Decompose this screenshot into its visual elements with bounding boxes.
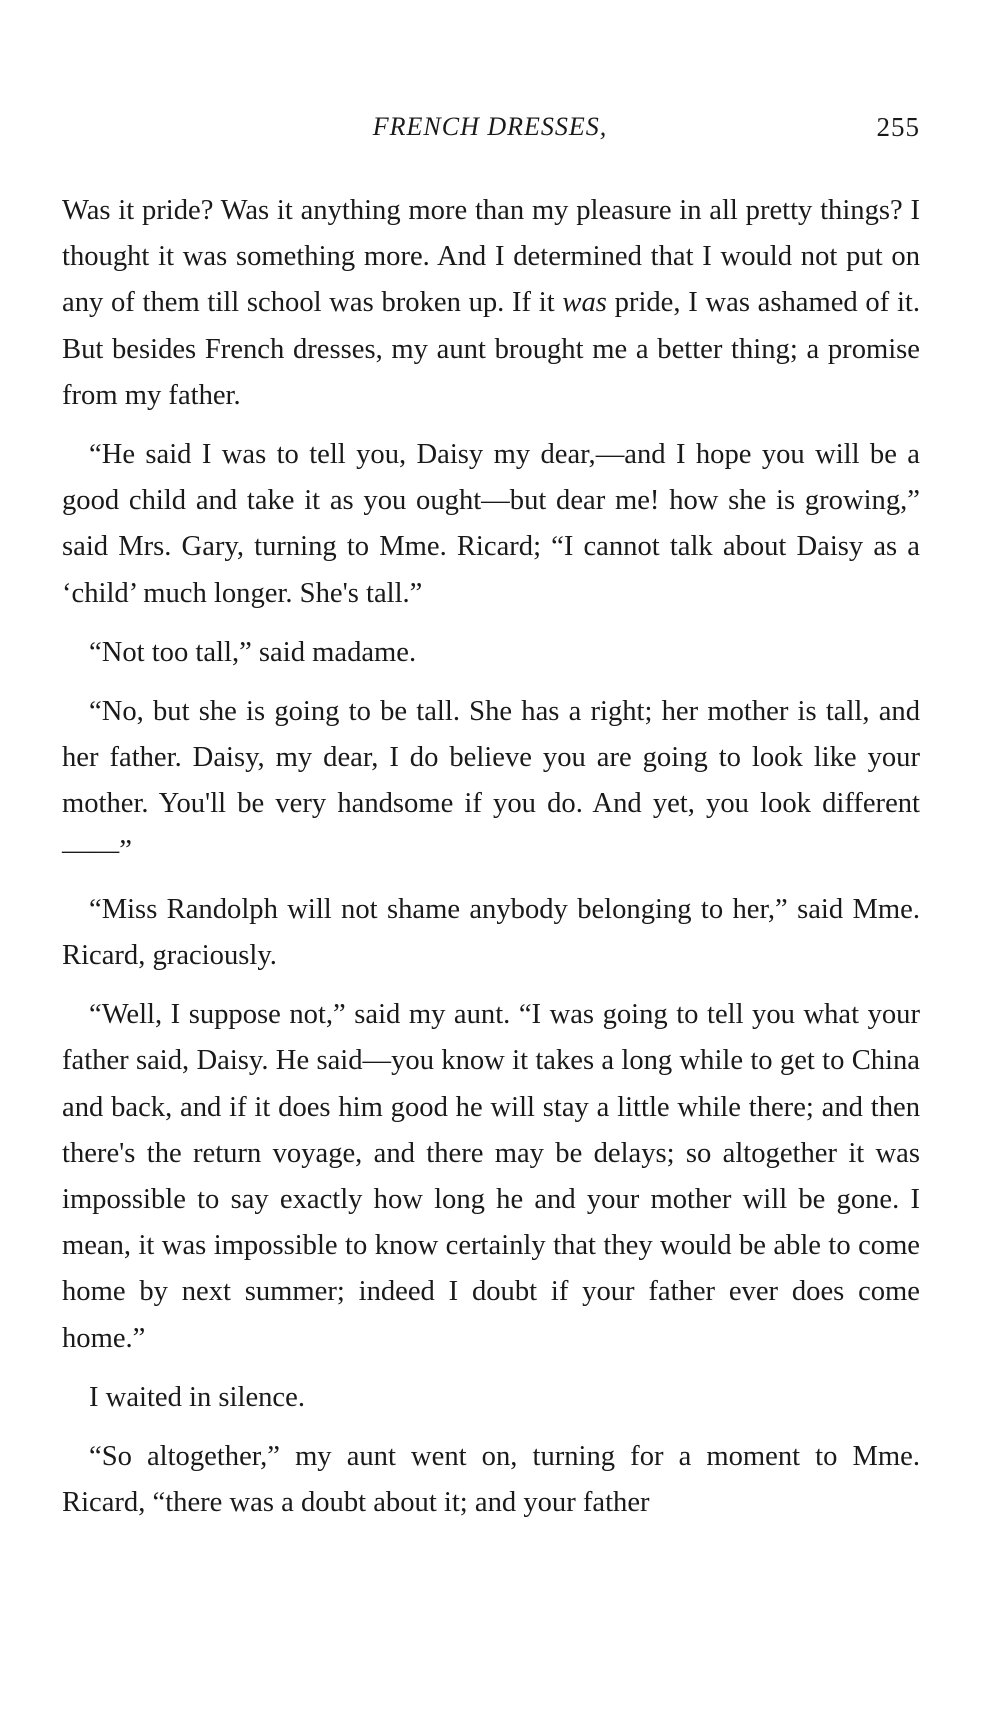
- paragraph-text: pride, I was ashamed of it. But besides French dresses, my aunt brought me a better thing; a promise from my father.: [62, 287, 920, 411]
- paragraph: “Well, I suppose not,” said my aunt. “I was going to tell you what your father said, Daisy. He said—you know it takes a long while to get to China and back, and if it does him good he will stay a little while there; and then there's the return voyage, and there may be delays; so altogether it was impossible to say exactly how long he and your mother will be gone. I mean, it was impossible to know certainly that they would be able to come home by next summer; indeed I doubt if your father ever does come home.”: [62, 999, 920, 1354]
- page-header: [60, 112, 920, 152]
- paragraph: “He said I was to tell you, Daisy my dear,—and I hope you will be a good child and take it as you ought—but dear me! how she is growing,” said Mrs. Gary, turning to Mme. Ricard; “I cannot talk about Daisy as a ‘child’ much longer. She's tall.”: [62, 439, 920, 609]
- paragraph-text: Was it pride? Was it anything more than my pleasure in all pretty things? I thought it was something more. And I determined that I would not put on any of them till school was broken up. If it: [62, 195, 920, 319]
- running-title: FRENCH DRESSES,: [372, 112, 608, 141]
- paragraph: “No, but she is going to be tall. She has a right; her mother is tall, and her father. Daisy, my dear, I do believe you are going to look like your mother. You'll be very handsome if you do. And yet, you look different——”: [62, 696, 920, 866]
- emphasis-text: was: [562, 287, 607, 319]
- paragraph: “Not too tall,” said madame.: [89, 636, 417, 668]
- paragraph: “So altogether,” my aunt went on, turning for a moment to Mme. Ricard, “there was a doubt about it; and your father: [62, 1441, 920, 1519]
- paragraph: I waited in silence.: [89, 1381, 305, 1413]
- paragraph: [62, 188, 920, 419]
- paragraph: “Miss Randolph will not shame anybody belonging to her,” said Mme. Ricard, graciously.: [62, 893, 920, 972]
- body-text: [62, 188, 920, 1526]
- page-number: 255: [876, 112, 920, 142]
